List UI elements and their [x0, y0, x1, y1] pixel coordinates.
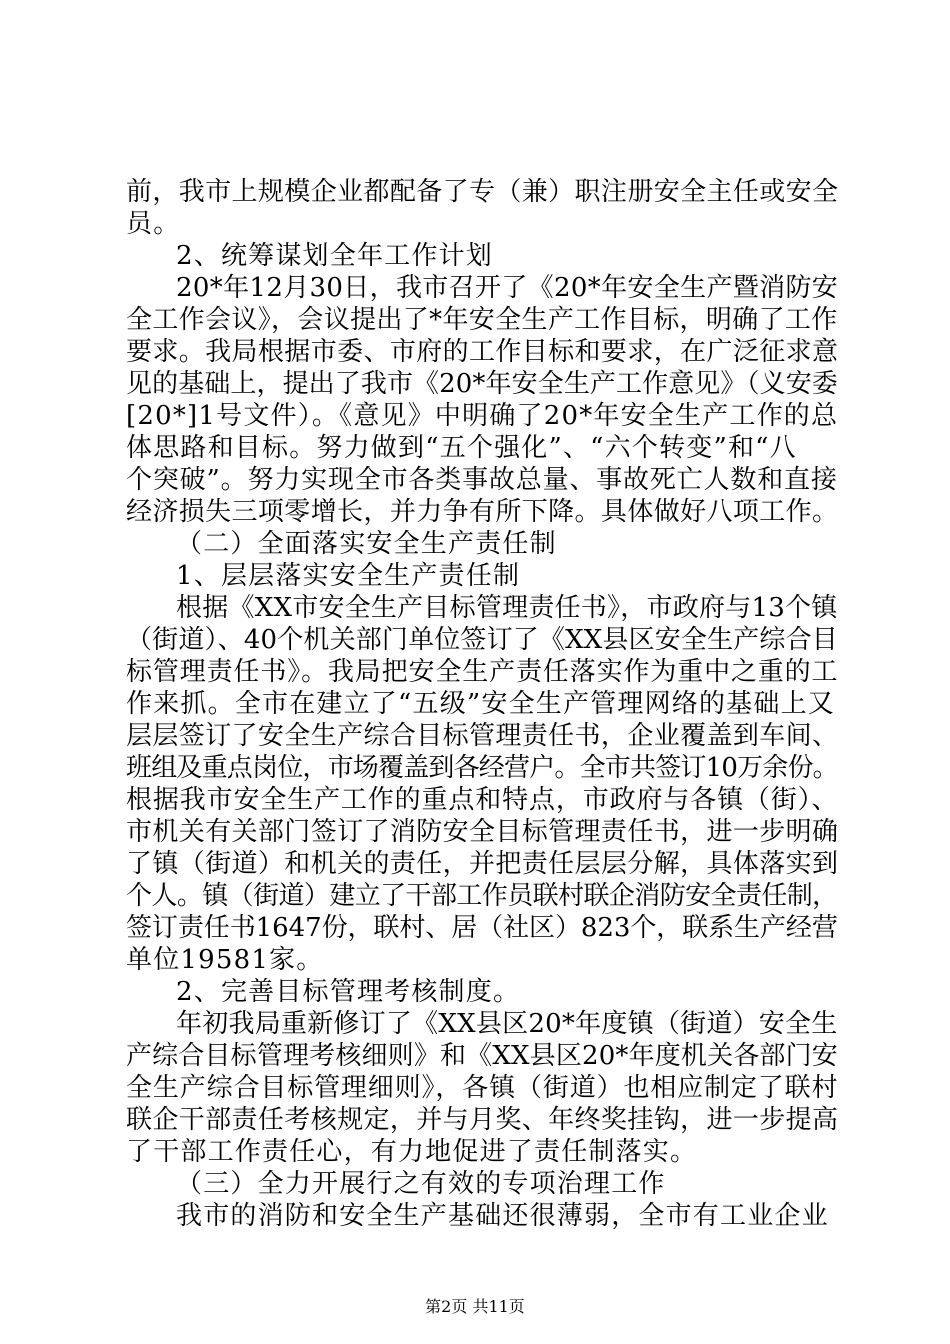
text-line: 年初我局重新修订了《XX县区20*年度镇（街道）安全生 — [176, 1009, 838, 1039]
text-line: [20*]1号文件）。《意见》中明确了20*年安全生产工作的总 — [126, 401, 839, 431]
text-line: 班组及重点岗位，市场覆盖到各经营户。全市共签订10万余份。 — [126, 753, 838, 783]
text-line: 根据我市安全生产工作的重点和特点，市政府与各镇（街）、 — [126, 785, 839, 815]
text-line: 20*年12月30日，我市召开了《20*年安全生产暨消防安 — [176, 273, 839, 303]
text-line: 全生产综合目标管理细则》，各镇（街道）也相应制定了联村 — [126, 1073, 839, 1103]
text-line: 了镇（街道）和机关的责任，并把责任层层分解，具体落实到 — [126, 849, 839, 879]
text-line: 我市的消防和安全生产基础还很薄弱，全市有工业企业 — [176, 1201, 829, 1231]
text-line: 产综合目标管理考核细则》和《XX县区20*年度机关各部门安 — [126, 1041, 838, 1071]
text-line: 作来抓。全市在建立了“五级”安全生产管理网络的基础上又 — [126, 689, 835, 719]
section-heading: 1、层层落实安全生产责任制 — [176, 561, 521, 591]
text-line: 员。 — [126, 209, 181, 239]
text-line: 单位19581家。 — [126, 945, 324, 975]
text-line: 联企干部责任考核规定，并与月奖、年终奖挂钩，进一步提高 — [126, 1105, 839, 1135]
text-line: 个突破”。努力实现全市各类事故总量、事故死亡人数和直接 — [126, 465, 838, 495]
section-heading: （二）全面落实安全生产责任制 — [176, 529, 557, 559]
text-line: 了干部工作责任心，有力地促进了责任制落实。 — [126, 1137, 698, 1167]
text-line: 签订责任书1647份，联村、居（社区）823个，联系生产经营 — [126, 913, 838, 943]
text-line: 前，我市上规模企业都配备了专（兼）职注册安全主任或安全 — [126, 177, 839, 207]
text-line: 标管理责任书》。我局把安全生产责任落实作为重中之重的工 — [126, 657, 839, 687]
page-number-footer: 第2页 共11页 — [425, 1297, 525, 1316]
text-line: （街道）、40个机关部门单位签订了《XX县区安全生产综合目 — [126, 625, 838, 655]
text-line: 个人。镇（街道）建立了干部工作员联村联企消防安全责任制， — [126, 881, 838, 911]
section-heading: （三）全力开展行之有效的专项治理工作 — [176, 1169, 666, 1199]
section-heading: 2、统筹谋划全年工作计划 — [176, 241, 493, 271]
text-line: 见的基础上，提出了我市《20*年安全生产工作意见》（义安委 — [126, 369, 838, 399]
text-line: 经济损失三项零增长，并力争有所下降。具体做好八项工作。 — [126, 497, 839, 527]
text-line: 体思路和目标。努力做到“五个强化”、“六个转变”和“八 — [126, 433, 797, 463]
text-line: 根据《XX市安全生产目标管理责任书》，市政府与13个镇 — [176, 593, 838, 623]
text-line: 全工作会议》，会议提出了*年安全生产工作目标，明确了工作 — [126, 305, 838, 335]
text-line: 市机关有关部门签订了消防安全目标管理责任书，进一步明确 — [126, 817, 839, 847]
section-heading: 2、完善目标管理考核制度。 — [176, 977, 521, 1007]
text-line: 层层签订了安全生产综合目标管理责任书，企业覆盖到车间、 — [126, 721, 839, 751]
text-line: 要求。我局根据市委、市府的工作目标和要求，在广泛征求意 — [126, 337, 839, 367]
